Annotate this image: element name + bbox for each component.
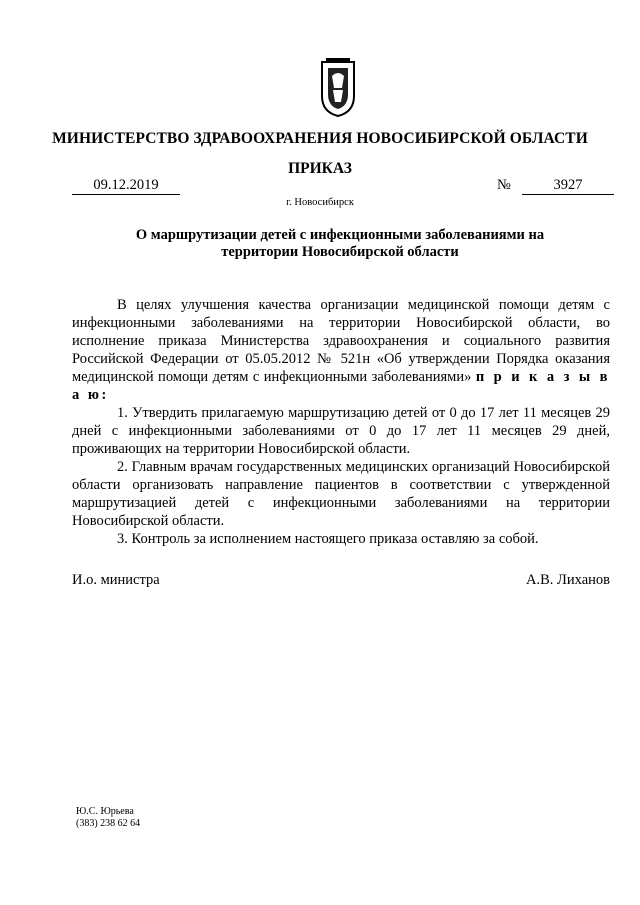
order-subject: О маршрутизации детей с инфекционными заболеваниями на территории Новосибирской области bbox=[135, 227, 545, 260]
contact-phone: (383) 238 62 64 bbox=[76, 818, 141, 829]
order-body bbox=[72, 296, 610, 548]
preamble-paragraph bbox=[72, 296, 610, 404]
order-item-3: 3. Контроль за исполнением настоящего приказа оставляю за собой. bbox=[117, 531, 539, 547]
coat-of-arms-icon bbox=[318, 58, 358, 118]
order-number: 3927 bbox=[522, 177, 614, 195]
order-item-2: 2. Главным врачам государственных медицинских организаций Новосибирской области организовать направление пациентов в соответствии с утвержденной маршрутизацией детей с инфекционными заболеваниями на территории Новосибирской области. bbox=[72, 459, 610, 529]
contact-name: Ю.С. Юрьева bbox=[76, 806, 134, 817]
signatory-position: И.о. министра bbox=[72, 572, 160, 588]
preamble-text: В целях улучшения качества организации медицинской помощи детям с инфекционными заболеваниями на территории Новосибирской области, во исполнение приказа Министерства здравоохранения и социального развития Российской Федерации от 05.05.2012 № 521н «Об утверждении Порядка оказания медицинской помощи детям с инфекционными заболеваниями» bbox=[72, 297, 610, 385]
city: г. Новосибирск bbox=[286, 197, 354, 208]
order-date: 09.12.2019 bbox=[72, 177, 180, 195]
number-sign: № bbox=[497, 177, 511, 193]
ministry-title: МИНИСТЕРСТВО ЗДРАВООХРАНЕНИЯ НОВОСИБИРСКОЙ ОБЛАСТИ bbox=[52, 130, 588, 147]
signatory-name: А.В. Лиханов bbox=[526, 572, 610, 588]
order-item-1: 1. Утвердить прилагаемую маршрутизацию детей от 0 до 17 лет 11 месяцев 29 дней с инфекционными заболеваниями от 0 до 17 лет 11 месяцев 29 дней, проживающих на территории Новосибирской области. bbox=[72, 405, 610, 457]
order-colon: : bbox=[101, 387, 109, 403]
order-word: п р и к а з ы в а ю bbox=[72, 369, 611, 403]
document-type: ПРИКАЗ bbox=[288, 160, 352, 177]
contact-block bbox=[76, 806, 140, 830]
